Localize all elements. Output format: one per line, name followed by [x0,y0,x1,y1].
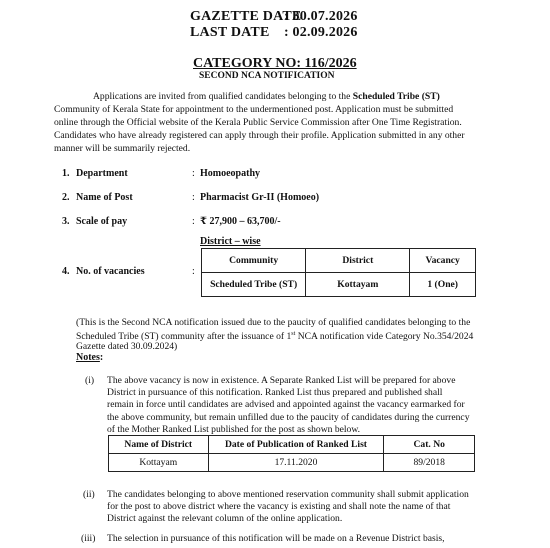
detail-colon-1: : [192,168,195,179]
detail-label-post: Name of Post [76,192,133,203]
nca-note-sup: st [291,331,296,337]
ranked-header-catno: Cat. No [384,436,475,454]
note-i-line-3: remain in force until candidates are advised and appointed against the vacancy earmarked for [107,399,465,410]
ranked-list-table [108,435,475,472]
detail-value-post: Pharmacist Gr-II (Homoeo) [200,192,320,203]
intro-text-a: Applications are invited from qualified candidates belonging to the [93,91,351,102]
intro-line-5: manner will be summarily rejected. [54,143,191,154]
detail-label-scale: Scale of pay [76,216,128,227]
ranked-table-header [109,436,475,454]
detail-num-2: 2. [62,192,70,203]
note-i-line-5: of the Mother Ranked List published for the post as shown below. [107,424,361,435]
vacancy-table-row [202,273,476,297]
intro-line-3: online through the Official website of the Kerala Public Service Commission after One Time Registration. [54,117,462,128]
notes-heading [76,352,103,363]
last-date-label: LAST DATE [190,25,270,40]
notes-heading-text: Notes [76,352,100,363]
note-ii-line-2: for the post to above district where the vacancy is existing and shall note the name of that [107,501,451,512]
ranked-cell-date: 17.11.2020 [208,454,384,472]
intro-line-1 [93,90,440,103]
last-date-value: : 02.09.2026 [284,25,358,40]
detail-label-department: Department [76,168,128,179]
notes-heading-colon: : [99,352,104,363]
note-i-line-2: District in pursuance of this notification. Ranked List thus prepared and published shall [107,387,443,398]
vacancy-cell-community: Scheduled Tribe (ST) [202,273,306,297]
nca-note-text-b: NCA notification vide Category No.354/2024 [295,331,474,343]
note-iii-marker: (iii) [81,533,96,544]
detail-colon-4: : [192,266,195,277]
note-ii-line-1: The candidates belonging to above mentioned reservation community shall submit application [107,489,469,500]
detail-value-department: Homoeopathy [200,168,260,179]
vacancy-table-header [202,249,476,273]
detail-colon-3: : [192,216,195,227]
category-number: CATEGORY NO: 116/2026 [193,56,357,71]
intro-line-2: Community of Kerala State for appointment to the undermentioned post. Application must be submitted [54,104,454,115]
ranked-cell-district: Kottayam [109,454,209,472]
ranked-table-row [109,454,475,472]
vacancy-cell-district: Kottayam [306,273,410,297]
note-i-marker: (i) [85,375,95,386]
vacancy-header-district: District [306,249,410,273]
nca-note-line-1: (This is the Second NCA notification issued due to the paucity of qualified candidates belonging to the [76,317,471,328]
note-i-line-1: The above vacancy is now in existence. A Separate Ranked List will be prepared for above [107,375,456,386]
ranked-cell-catno: 89/2018 [384,454,475,472]
vacancy-cell-vacancy: 1 (One) [410,273,476,297]
detail-label-vacancies: No. of vacancies [76,266,145,277]
intro-line-4: Candidates who have already registered can apply through their profile. Application submitted in any other [54,130,465,141]
vacancy-table [201,248,476,297]
note-i-line-4: the above community, but remain unfilled due to the paucity of candidates during the currency [107,412,470,423]
note-ii-line-3: District against the relevant column of the online application. [107,513,343,524]
vacancy-caption: District – wise [200,236,261,247]
gazette-label-text: GAZETTE DATE [190,9,302,24]
detail-num-1: 1. [62,168,70,179]
intro-community: Scheduled Tribe (ST) [352,91,440,102]
ranked-header-district: Name of District [109,436,209,454]
notification-subtitle: SECOND NCA NOTIFICATION [199,71,335,81]
gazette-date-value: : 30.07.2026 [284,9,358,24]
note-ii-marker: (ii) [83,489,95,500]
ranked-header-date: Date of Publication of Ranked List [208,436,384,454]
vacancy-header-vacancy: Vacancy [410,249,476,273]
detail-num-4: 4. [62,266,70,277]
detail-num-3: 3. [62,216,70,227]
detail-colon-2: : [192,192,195,203]
note-iii-line-1: The selection in pursuance of this notification will be made on a Revenue District basis, [107,533,445,544]
nca-note-line-3: Gazette dated 30.09.2024) [76,341,178,352]
nca-note-text-a: Scheduled Tribe (ST) community after the issuance of 1 [76,331,292,343]
detail-value-scale: ₹ 27,900 – 63,700/- [200,216,281,227]
vacancy-header-community: Community [202,249,306,273]
